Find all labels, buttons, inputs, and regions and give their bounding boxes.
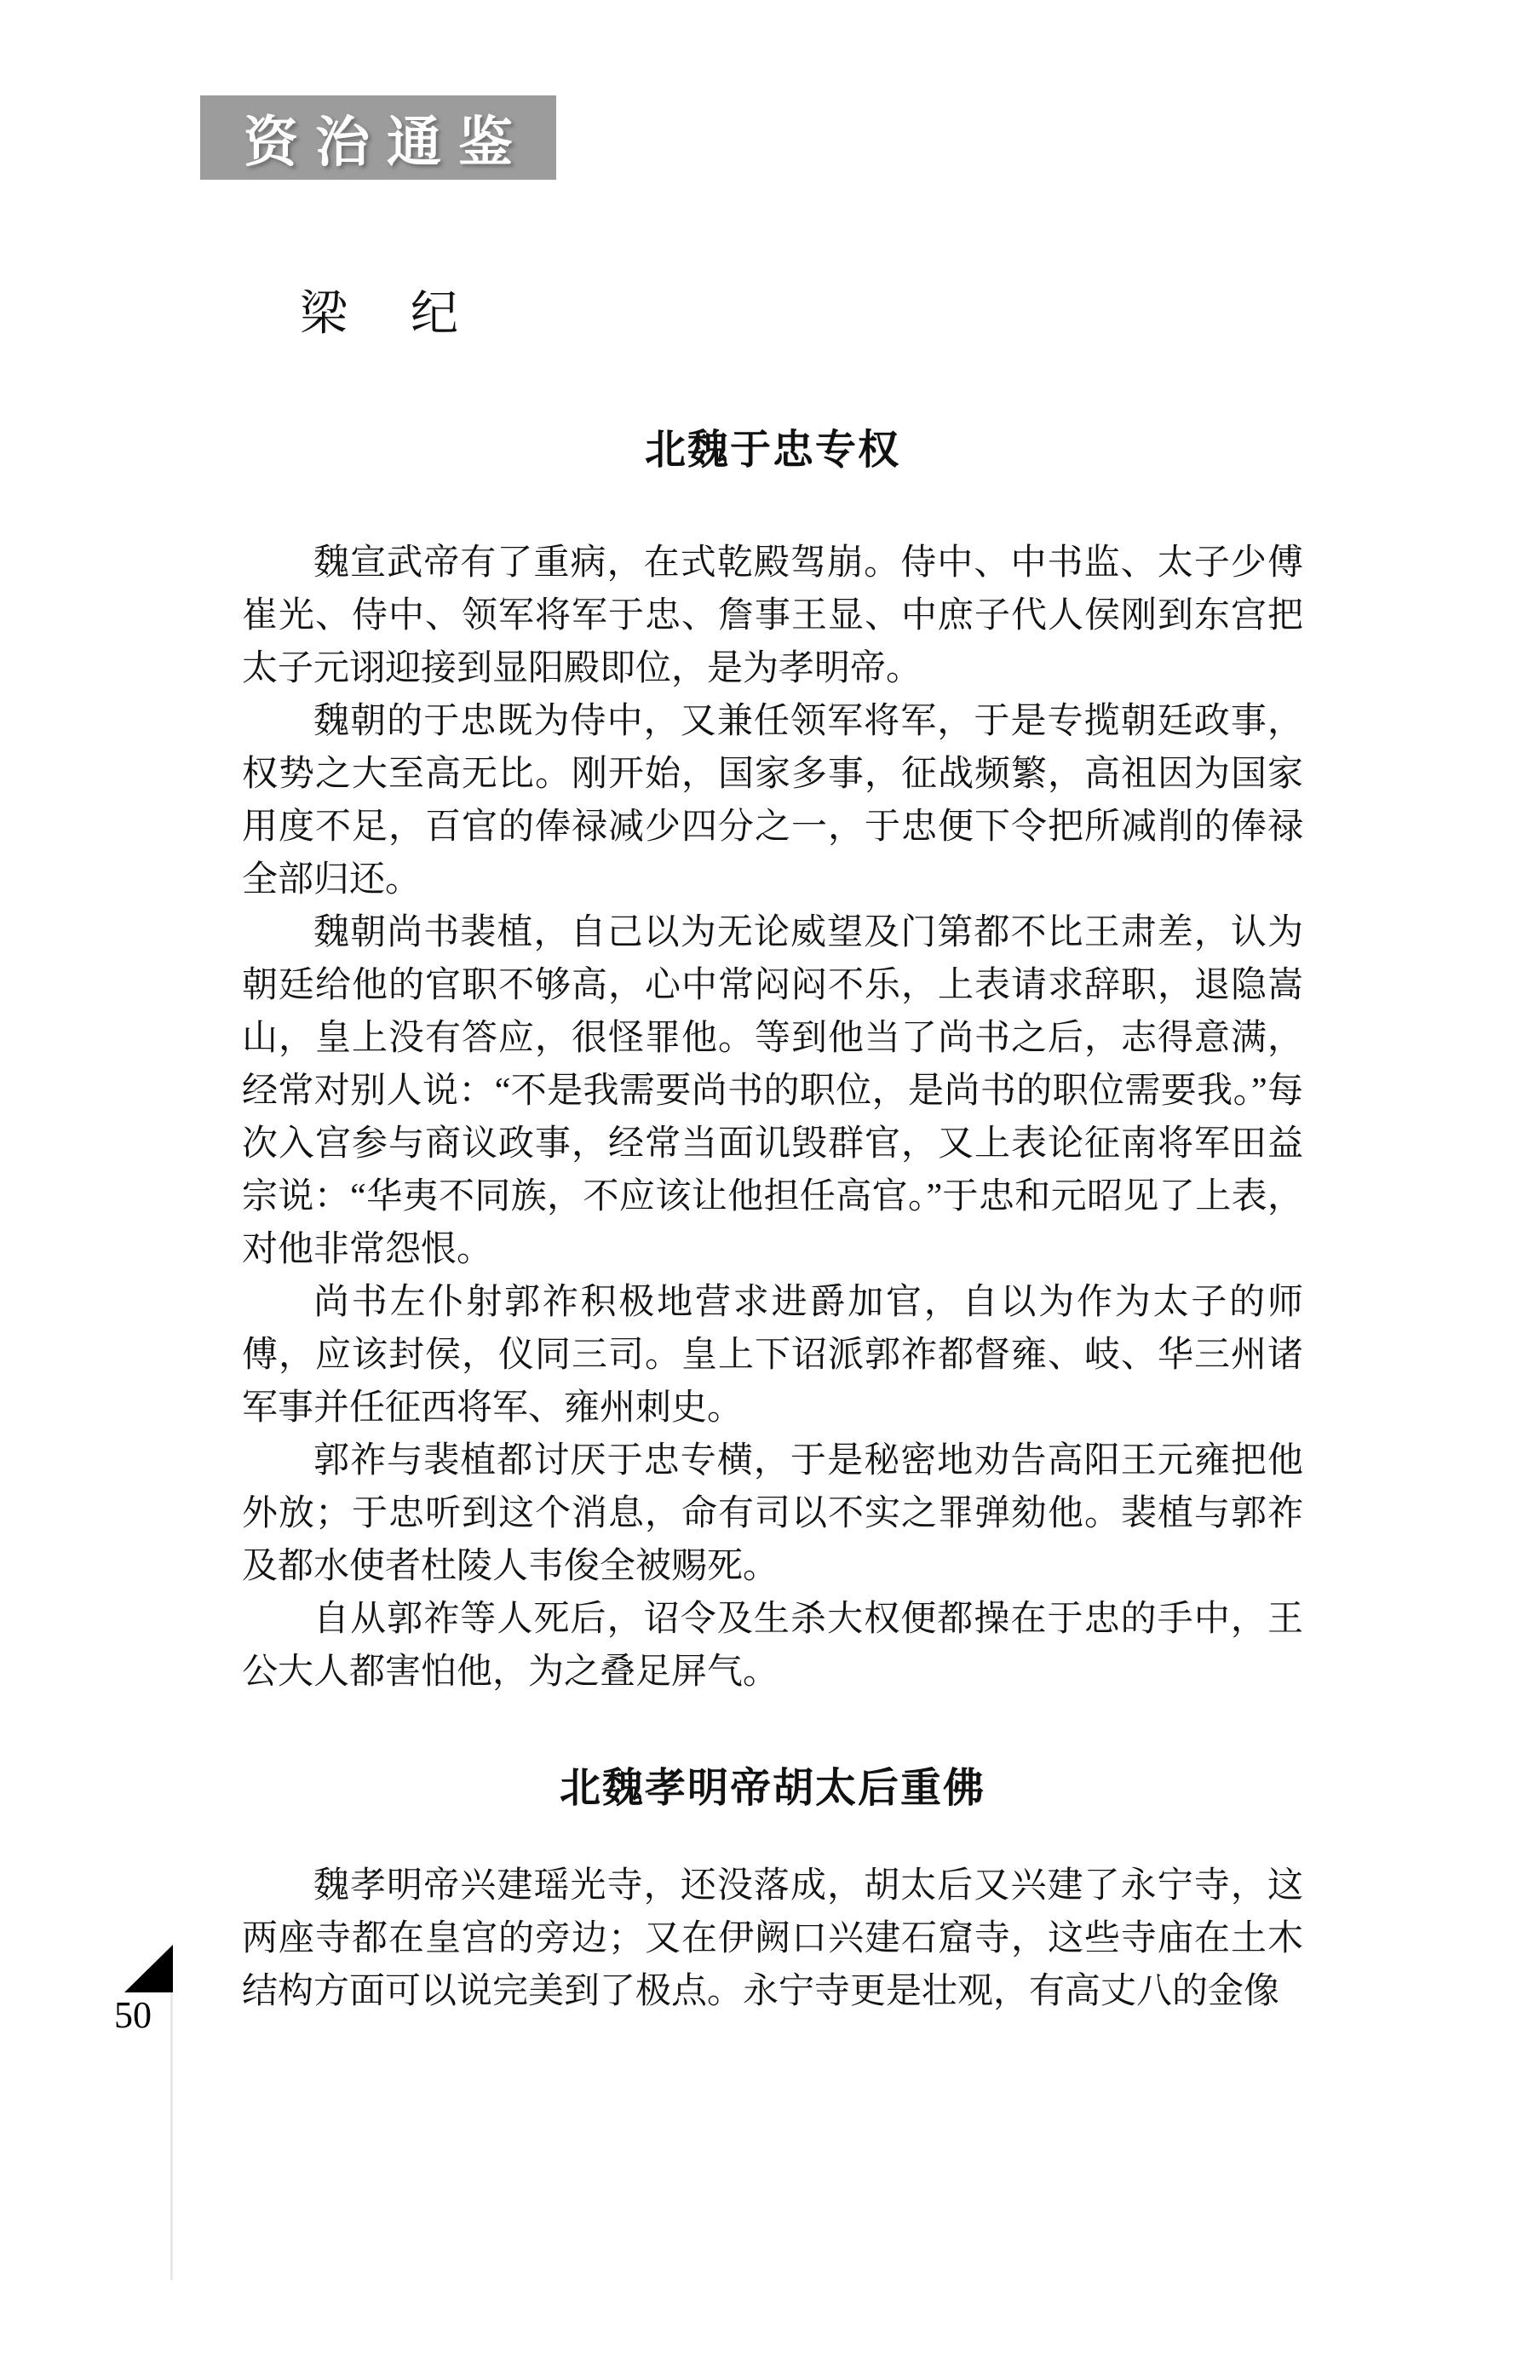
page-content: [242, 0, 1303, 2018]
paragraph: 郭祚与裴植都讨厌于忠专横，于是秘密地劝告高阳王元雍把他外放；于忠听到这个消息，命有司以不实之罪弹劾他。裴植与郭祚及都水使者杜陵人韦俊全被赐死。: [242, 1441, 1303, 1586]
paragraph: 魏朝的于忠既为侍中，又兼任领军将军，于是专揽朝廷政事，权势之大至高无比。刚开始，国家多事，征战频繁，高祖因为国家用度不足，百官的俸禄减少四分之一，于忠便下令把所减削的俸禄全部归还。: [242, 702, 1303, 900]
book-title: [300, 288, 1303, 341]
paragraph: 魏宣武帝有了重病，在式乾殿驾崩。侍中、中书监、太子少傅崔光、侍中、领军将军于忠、詹事王显、中庶子代人侯刚到东宫把太子元诩迎接到显阳殿即位，是为孝明帝。: [242, 543, 1303, 688]
book-title-char-2: 纪: [411, 288, 458, 341]
section-body-hu-taihou: [242, 1860, 1303, 2018]
book-title-char-1: 梁: [300, 288, 348, 341]
margin-divider-line: [170, 1992, 173, 2280]
page-number: 50: [114, 1994, 152, 2036]
corner-triangle-mark: [124, 1945, 173, 1992]
paragraph: 尚书左仆射郭祚积极地营求进爵加官，自以为作为太子的师傅，应该封侯，仪同三司。皇上下诏派郭祚都督雍、岐、华三州诸军事并任征西将军、雍州刺史。: [242, 1283, 1303, 1428]
section-body-yu-zhong: [242, 537, 1303, 1699]
section-heading-yu-zhong: 北魏于忠专权: [644, 428, 900, 473]
book-logo-text: 资治通鉴: [244, 111, 530, 173]
section-heading-hu-taihou: 北魏孝明帝胡太后重佛: [559, 1766, 985, 1811]
paragraph: 魏孝明帝兴建瑶光寺，还没落成，胡太后又兴建了永宁寺，这两座寺都在皇宫的旁边；又在伊阙口兴建石窟寺，这些寺庙在土木结构方面可以说完美到了极点。永宁寺更是壮观，有高丈八的金像: [242, 1866, 1303, 2011]
paragraph: 魏朝尚书裴植，自己以为无论威望及门第都不比王肃差，认为朝廷给他的官职不够高，心中常闷闷不乐，上表请求辞职，退隐嵩山，皇上没有答应，很怪罪他。等到他当了尚书之后，志得意满，经常对别人说：“不是我需要尚书的职位，是尚书的职位需要我。”每次入宫参与商议政事，经常当面讥毁群官，又上表论征南将军田益宗说：“华夷不同族，不应该让他担任高官。”于忠和元昭见了上表，对他非常怨恨。: [242, 913, 1303, 1269]
paragraph: 自从郭祚等人死后，诏令及生杀大权便都操在于忠的手中，王公大人都害怕他，为之叠足屏气。: [242, 1600, 1303, 1692]
